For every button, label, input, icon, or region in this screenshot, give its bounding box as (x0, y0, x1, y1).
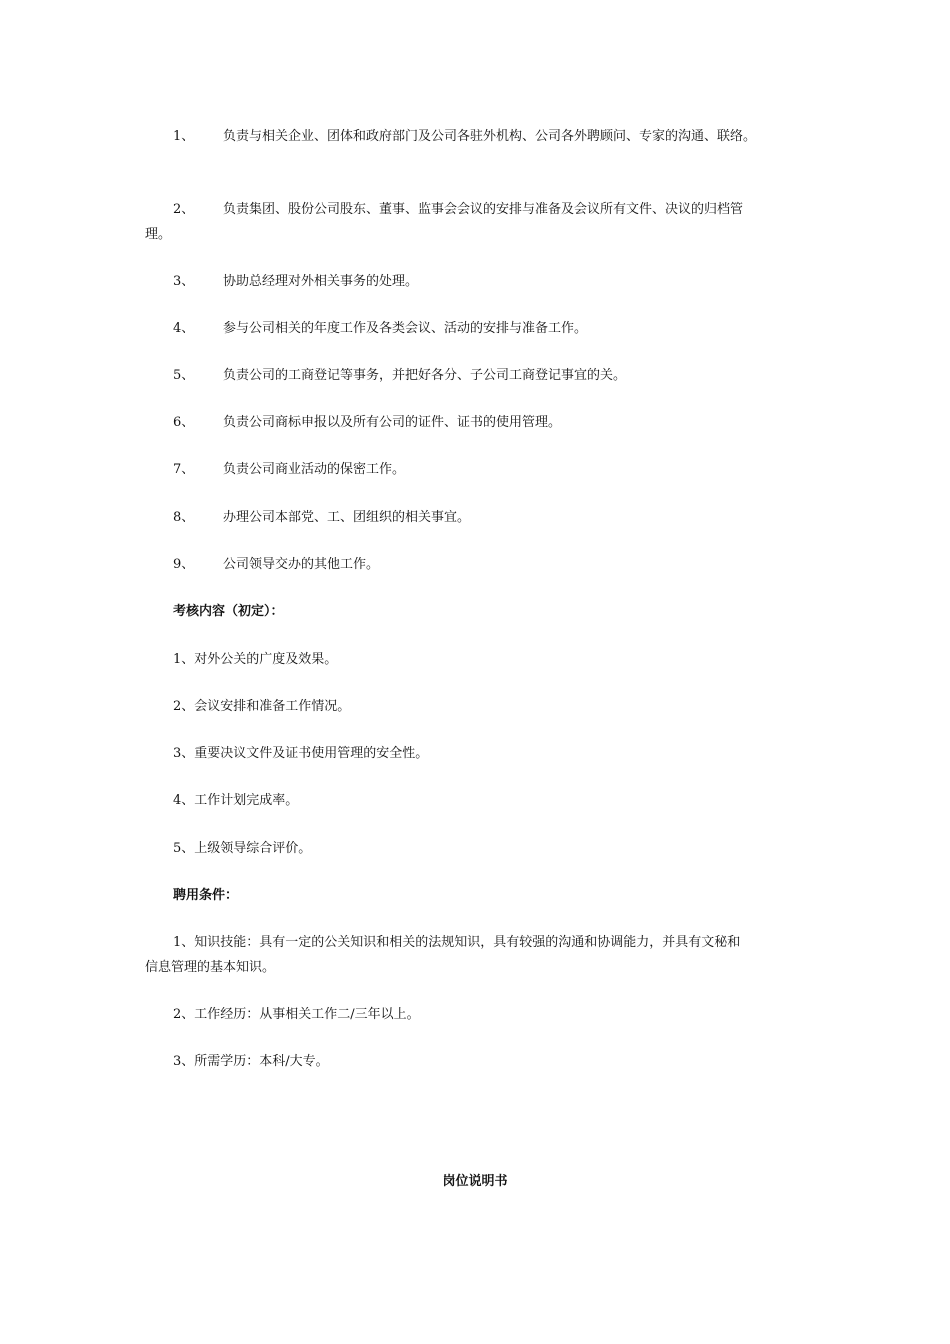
assessment-item: 4、工作计划完成率。 (173, 793, 299, 808)
duty-text-continuation: 理。 (145, 227, 172, 242)
requirements-heading: 聘用条件： (173, 888, 239, 903)
duty-text: 负责集团、股份公司股东、董事、监事会会议的安排与准备及会议所有文件、决议的归档管 (223, 202, 744, 217)
assessment-item: 2、会议安排和准备工作情况。 (173, 699, 351, 714)
requirement-item: 2、工作经历：从事相关工作二/三年以上。 (173, 1007, 420, 1022)
duty-text: 办理公司本部党、工、团组织的相关事宜。 (223, 510, 471, 525)
duty-number: 2、 (173, 202, 195, 217)
duty-number: 1、 (173, 129, 195, 144)
duty-text: 负责公司的工商登记等事务，并把好各分、子公司工商登记事宜的关。 (223, 368, 627, 383)
requirement-item-continuation: 信息管理的基本知识。 (145, 960, 276, 975)
duty-text: 协助总经理对外相关事务的处理。 (223, 274, 419, 289)
requirement-item: 1、知识技能：具有一定的公关知识和相关的法规知识，具有较强的沟通和协调能力，并具有文秘和 (173, 935, 741, 950)
document-title: 岗位说明书 (442, 1174, 508, 1189)
duty-number: 8、 (173, 510, 195, 525)
duty-number: 9、 (173, 557, 195, 572)
requirement-item: 3、所需学历：本科/大专。 (173, 1054, 329, 1069)
assessment-item: 5、上级领导综合评价。 (173, 841, 312, 856)
duty-text: 参与公司相关的年度工作及各类会议、活动的安排与准备工作。 (223, 321, 588, 336)
duty-text: 负责公司商标申报以及所有公司的证件、证书的使用管理。 (223, 415, 562, 430)
duty-number: 4、 (173, 321, 195, 336)
assessment-item: 3、重要决议文件及证书使用管理的安全性。 (173, 746, 429, 761)
assessment-item: 1、对外公关的广度及效果。 (173, 652, 338, 667)
assessment-heading: 考核内容（初定）： (173, 604, 284, 619)
duty-number: 6、 (173, 415, 195, 430)
duty-number: 7、 (173, 462, 195, 477)
duty-number: 3、 (173, 274, 195, 289)
duty-text: 负责公司商业活动的保密工作。 (223, 462, 406, 477)
duty-text: 负责与相关企业、团体和政府部门及公司各驻外机构、公司各外聘顾问、专家的沟通、联络。 (223, 129, 757, 144)
duty-text: 公司领导交办的其他工作。 (223, 557, 380, 572)
duty-number: 5、 (173, 368, 195, 383)
